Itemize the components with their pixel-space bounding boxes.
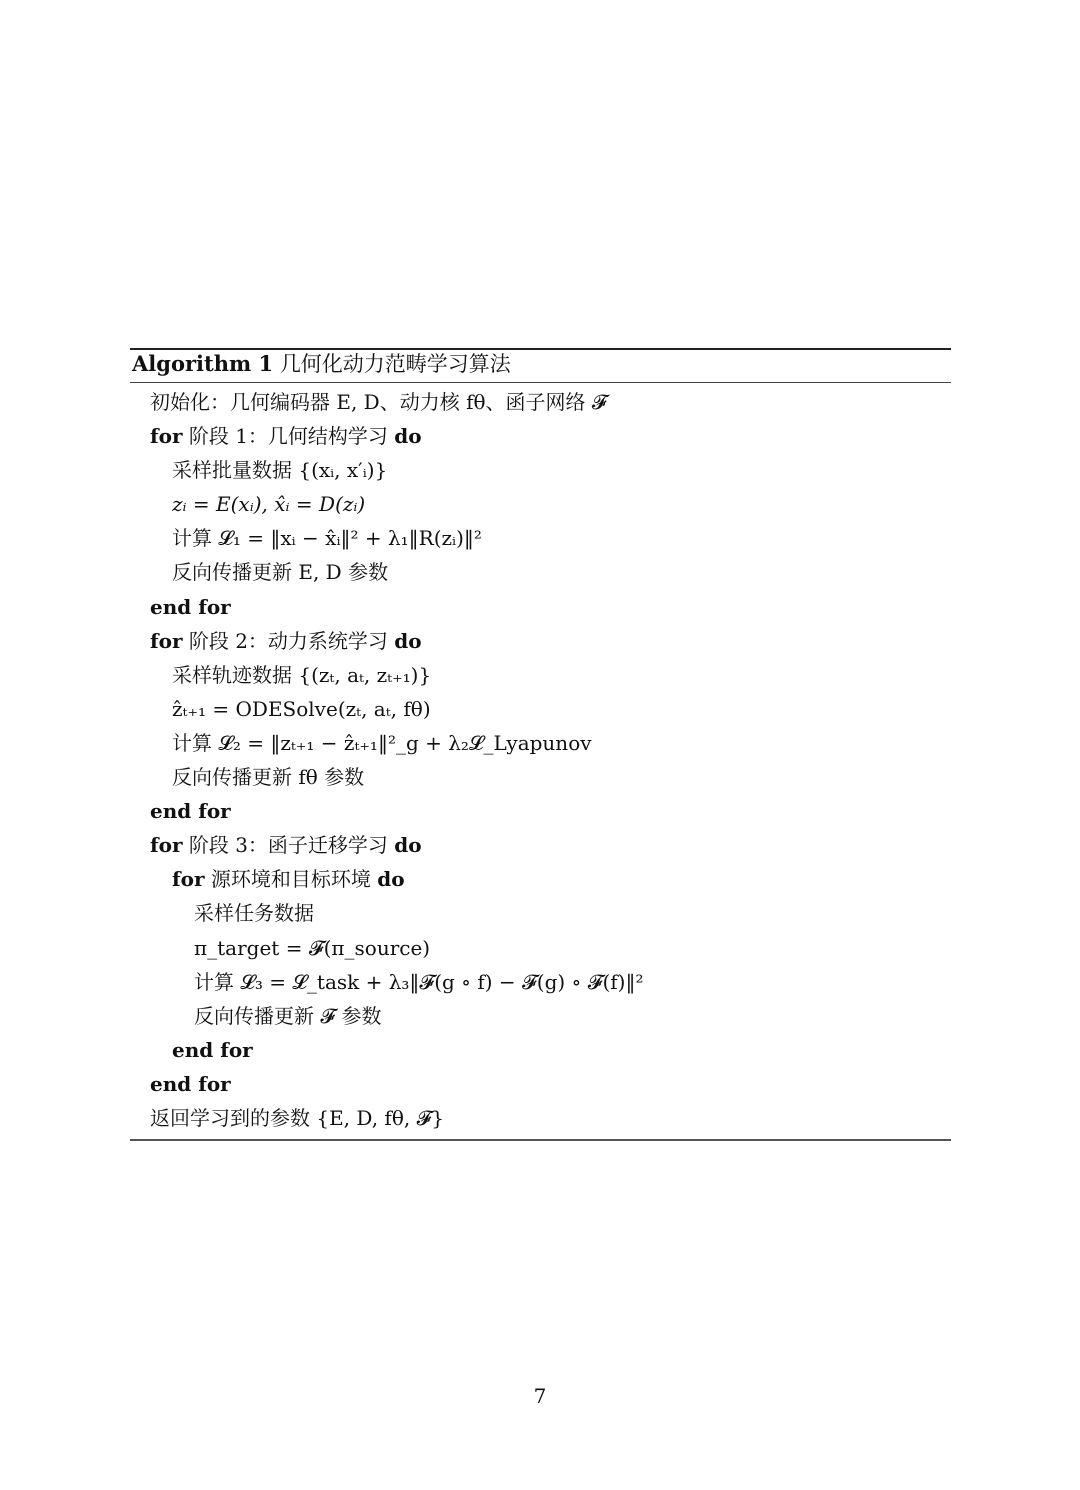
algorithm-block xyxy=(130,348,951,1141)
algorithm-line-for-stage2: for 阶段 2：动力系统学习 do xyxy=(150,628,422,653)
algorithm-label: Algorithm 1 xyxy=(132,351,274,376)
algorithm-line-end-for: end for xyxy=(150,594,231,619)
algorithm-line-end-for: end for xyxy=(150,799,231,824)
algorithm-body xyxy=(130,383,951,1135)
algorithm-line-return: 返回学习到的参数 {E, D, fθ, 𝓕} xyxy=(150,1105,445,1130)
bottom-rule xyxy=(130,1139,951,1141)
algorithm-line: 计算 𝓛₂ = ‖zₜ₊₁ − ẑₜ₊₁‖²_g + λ₂𝓛_Lyapunov xyxy=(172,730,592,755)
algorithm-line: ẑₜ₊₁ = ODESolve(zₜ, aₜ, fθ) xyxy=(172,696,431,721)
algorithm-line-for-stage3: for 阶段 3：函子迁移学习 do xyxy=(150,833,422,858)
page-number: 7 xyxy=(533,1384,547,1408)
algorithm-line: 反向传播更新 𝓕 参数 xyxy=(194,1003,382,1028)
algorithm-title: 几何化动力范畴学习算法 xyxy=(279,352,511,376)
algorithm-line-for-env: for 源环境和目标环境 do xyxy=(172,867,405,892)
algorithm-line: 采样轨迹数据 {(zₜ, aₜ, zₜ₊₁)} xyxy=(172,662,432,687)
algorithm-line-end-for: end for xyxy=(150,1071,231,1096)
algorithm-line-init: 初始化：几何编码器 E, D、动力核 fθ、函子网络 𝓕 xyxy=(150,390,607,414)
algorithm-line: 反向传播更新 E, D 参数 xyxy=(172,560,389,585)
algorithm-line: 采样任务数据 xyxy=(194,901,314,926)
algorithm-line: 采样批量数据 {(xᵢ, x′ᵢ)} xyxy=(172,458,388,483)
algorithm-line: 计算 𝓛₁ = ‖xᵢ − x̂ᵢ‖² + λ₁‖R(zᵢ)‖² xyxy=(172,526,482,551)
algorithm-caption xyxy=(130,350,951,378)
algorithm-line: π_target = 𝓕(π_source) xyxy=(194,935,431,960)
algorithm-line-for-stage1: for 阶段 1：几何结构学习 do xyxy=(150,424,422,449)
algorithm-line: zᵢ = E(xᵢ), x̂ᵢ = D(zᵢ) xyxy=(172,492,366,517)
algorithm-line-end-for: end for xyxy=(172,1037,253,1062)
algorithm-line: 计算 𝓛₃ = 𝓛_task + λ₃‖𝓕(g ∘ f) − 𝓕(g) ∘ 𝓕(f)‖² xyxy=(194,969,644,994)
algorithm-line: 反向传播更新 fθ 参数 xyxy=(172,765,365,790)
